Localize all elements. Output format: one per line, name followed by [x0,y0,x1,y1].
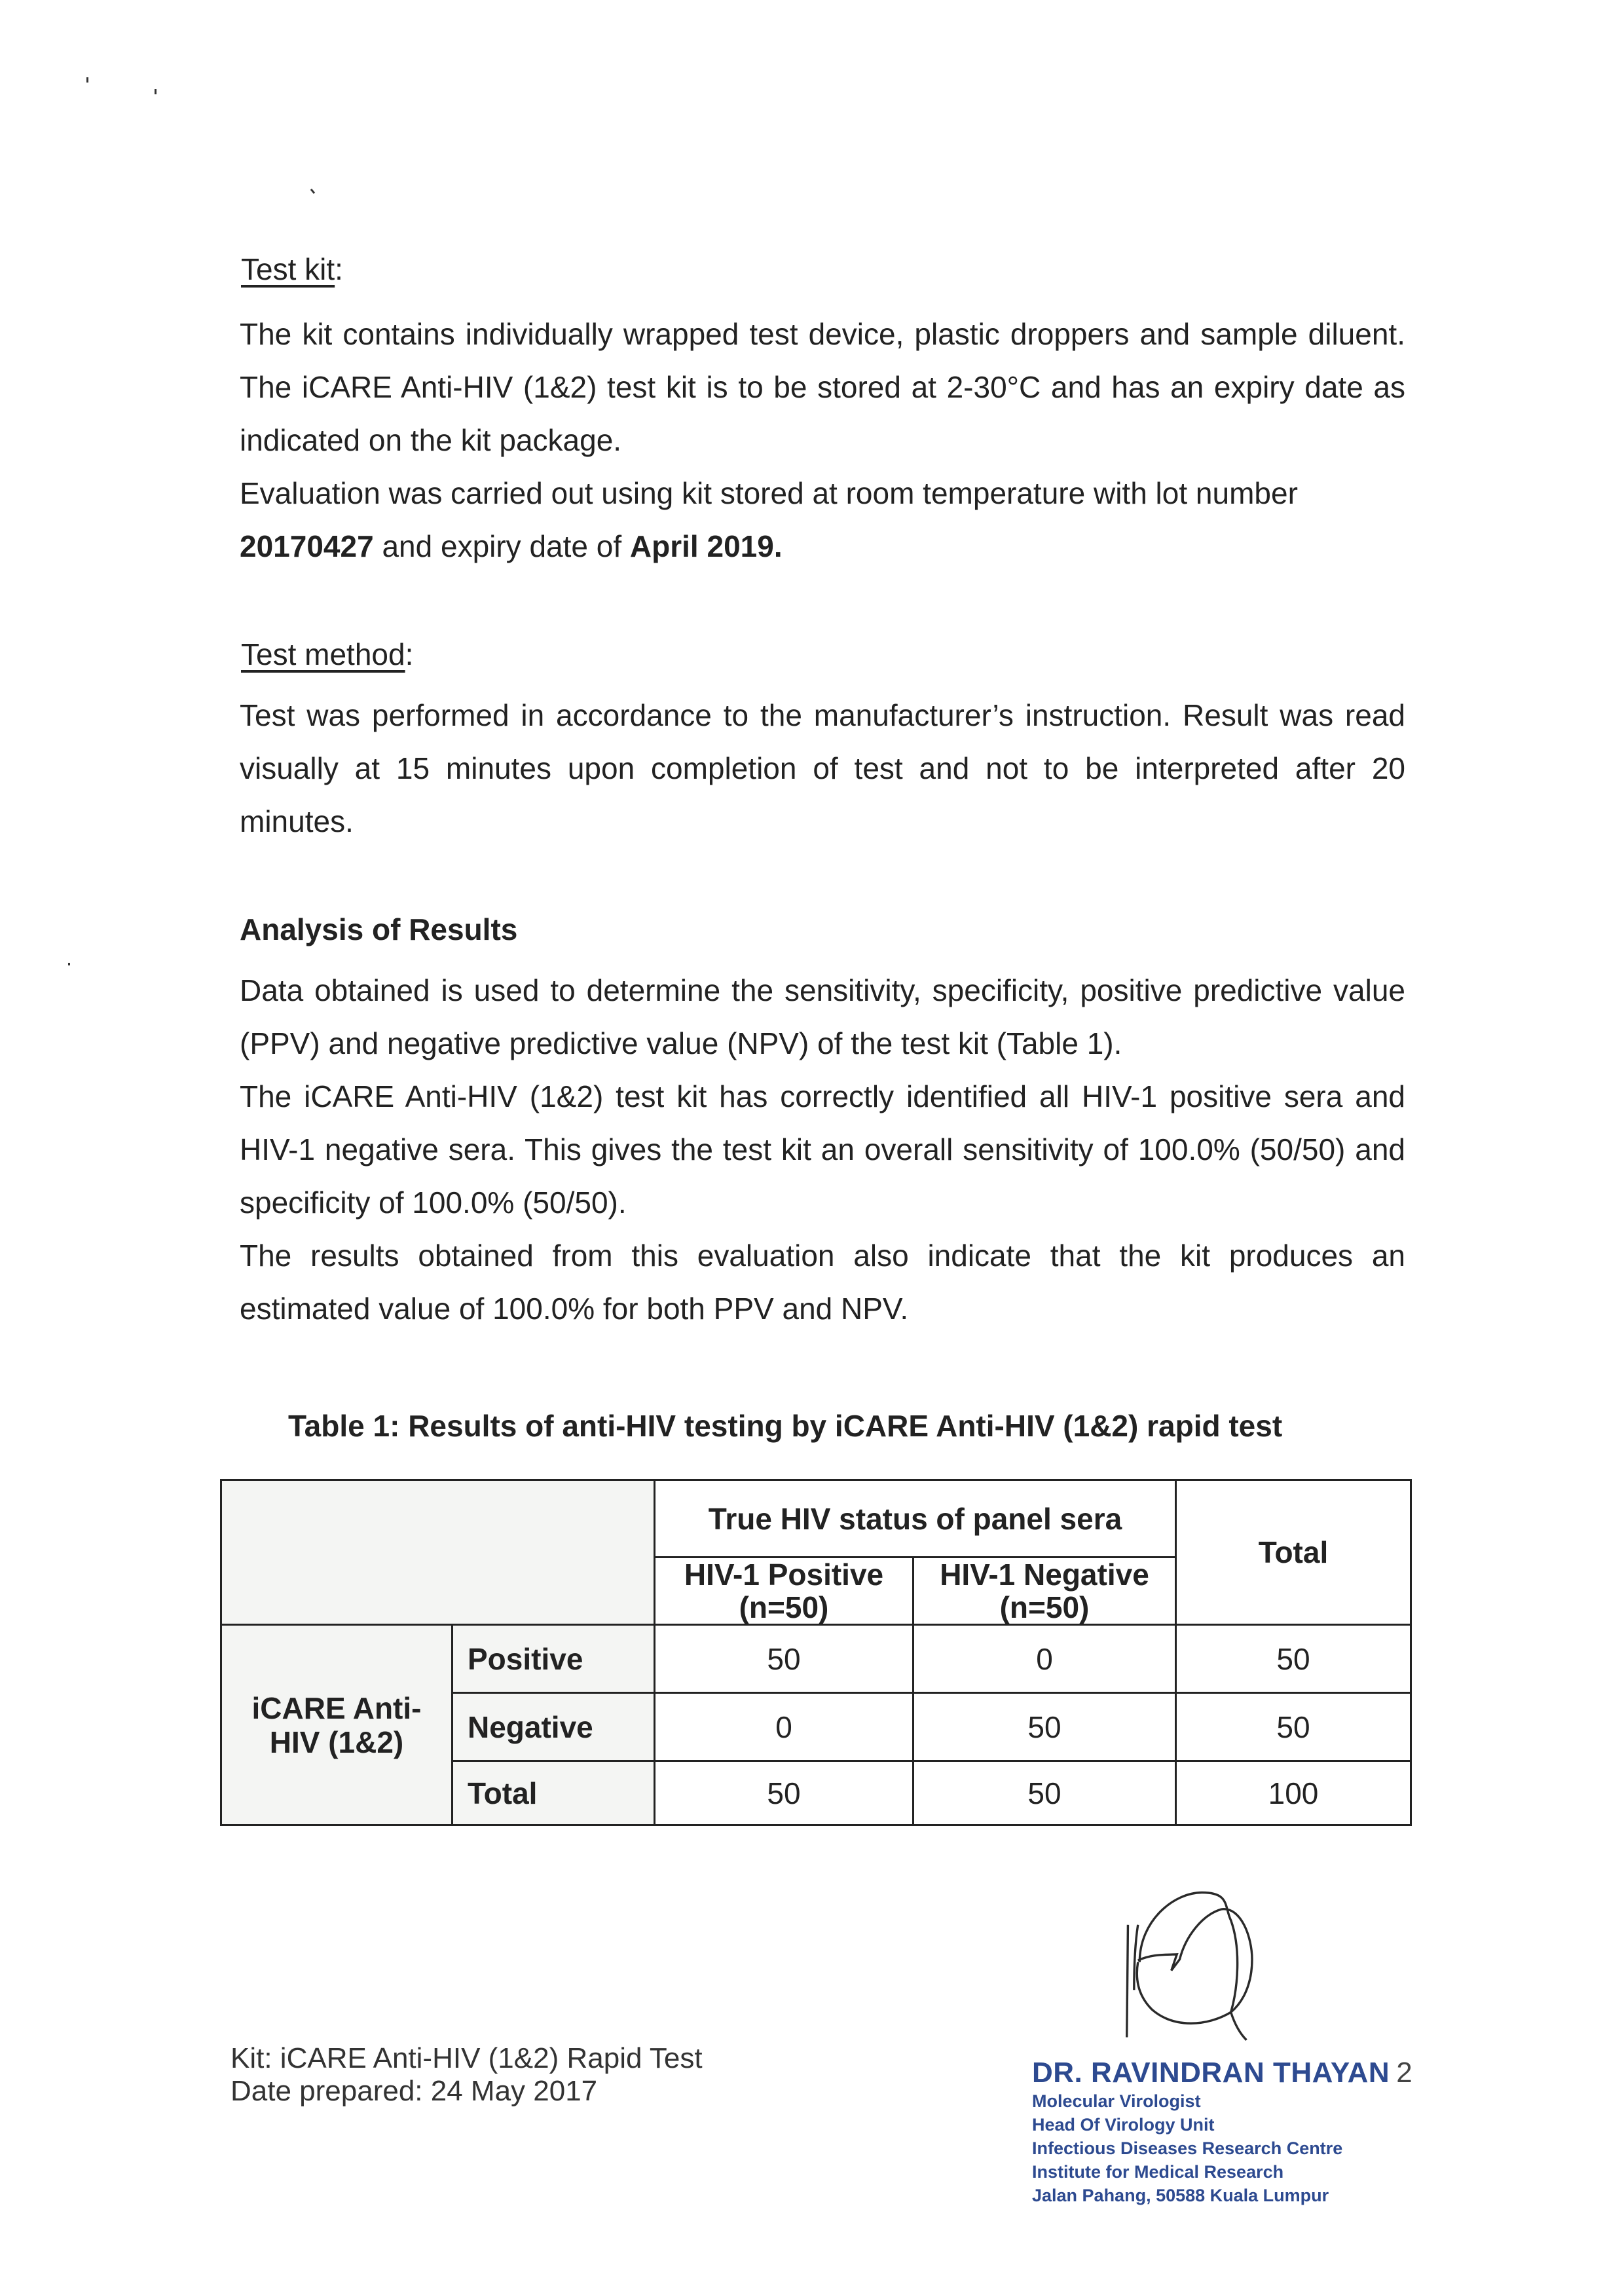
test-kit-body [240,308,1405,573]
cell: 50 [1176,1693,1411,1761]
table-caption: Table 1: Results of anti-HIV testing by iCARE Anti-HIV (1&2) rapid test [288,1409,1283,1443]
scan-speck [86,77,88,83]
test-kit-para-1: The kit contains individually wrapped test device, plastic droppers and sample diluent. The iCARE Anti-HIV (1&2) test kit is to be stored at 2-30°C and has an expiry date as indicated on the kit package. [240,317,1405,457]
analysis-para-3: The results obtained from this evaluation also indicate that the kit produces an estimated value of 100.0% for both PPV and NPV. [240,1239,1405,1326]
heading-colon: : [335,252,343,286]
scan-speck [155,89,157,94]
col-header-negative-n: (n=50) [999,1590,1090,1624]
stamp-line: Head Of Virology Unit [1032,2115,1215,2135]
col-header-positive-label: HIV-1 Positive [684,1558,884,1592]
footer-kit-info [231,2042,703,2108]
col-header-positive-n: (n=50) [739,1590,829,1624]
test-kit-para-2 [240,467,1405,573]
table-corner-cell [221,1480,655,1625]
group-header: True HIV status of panel sera [655,1480,1176,1558]
stamp-line: Infectious Diseases Research Centre [1032,2138,1343,2158]
results-table [220,1479,1412,1826]
page-number: 2 [1396,2057,1412,2089]
handwritten-signature [1074,1867,1297,2063]
expiry-date: April 2019. [629,529,783,563]
scan-speck [310,189,315,194]
row-group-label [221,1625,452,1825]
col-header-negative-label: HIV-1 Negative [940,1558,1149,1592]
stamp-name: DR. RAVINDRAN THAYAN [1032,2057,1390,2089]
expiry-text: and expiry date of [373,529,630,563]
test-kit-heading [241,252,343,287]
test-kit-heading-text: Test kit [241,252,335,286]
cell: 50 [1176,1625,1411,1693]
table-header-row-1 [221,1480,1411,1558]
official-stamp [1032,2057,1412,2207]
stamp-line: Institute for Medical Research [1032,2162,1284,2182]
table-row [221,1625,1411,1693]
test-method-body [240,689,1405,848]
cell: 50 [655,1761,913,1825]
col-header-positive [655,1558,913,1625]
stamp-line: Jalan Pahang, 50588 Kuala Lumpur [1032,2186,1329,2205]
lot-number: 20170427 [240,529,374,563]
test-method-para: Test was performed in accordance to the manufacturer’s instruction. Result was read visually at 15 minutes upon completion of test and not to be interpreted after 20 minutes. [240,698,1405,838]
test-method-heading [241,637,413,672]
analysis-heading: Analysis of Results [240,912,518,946]
total-header: Total [1176,1480,1411,1625]
cell: 50 [655,1625,913,1693]
cell: 100 [1176,1761,1411,1825]
row-label-negative: Negative [452,1693,655,1761]
row-label-positive: Positive [452,1625,655,1693]
analysis-para-1: Data obtained is used to determine the sensitivity, specificity, positive predictive value (PPV) and negative predictive value (NPV) of the test kit (Table 1). [240,973,1405,1060]
cell: 0 [655,1693,913,1761]
footer-date-line: Date prepared: 24 May 2017 [231,2075,598,2107]
heading-colon: : [405,637,414,671]
cell: 0 [913,1625,1176,1693]
row-group-text: iCARE Anti-HIV (1&2) [251,1690,422,1759]
col-header-negative [913,1558,1176,1625]
footer-kit-line: Kit: iCARE Anti-HIV (1&2) Rapid Test [231,2042,703,2074]
test-method-heading-text: Test method [241,637,405,671]
scan-speck [68,963,70,965]
cell: 50 [913,1693,1176,1761]
analysis-para-2: The iCARE Anti-HIV (1&2) test kit has correctly identified all HIV-1 positive sera and HIV-1 negative sera. This gives the test kit an overall sensitivity of 100.0% (50/50) and specificity of 100.0% (50/50). [240,1079,1405,1220]
lot-text: Evaluation was carried out using kit stored at room temperature with lot number [240,476,1298,510]
cell: 50 [913,1761,1176,1825]
stamp-line: Molecular Virologist [1032,2091,1201,2111]
analysis-body [240,964,1405,1335]
row-label-total: Total [452,1761,655,1825]
